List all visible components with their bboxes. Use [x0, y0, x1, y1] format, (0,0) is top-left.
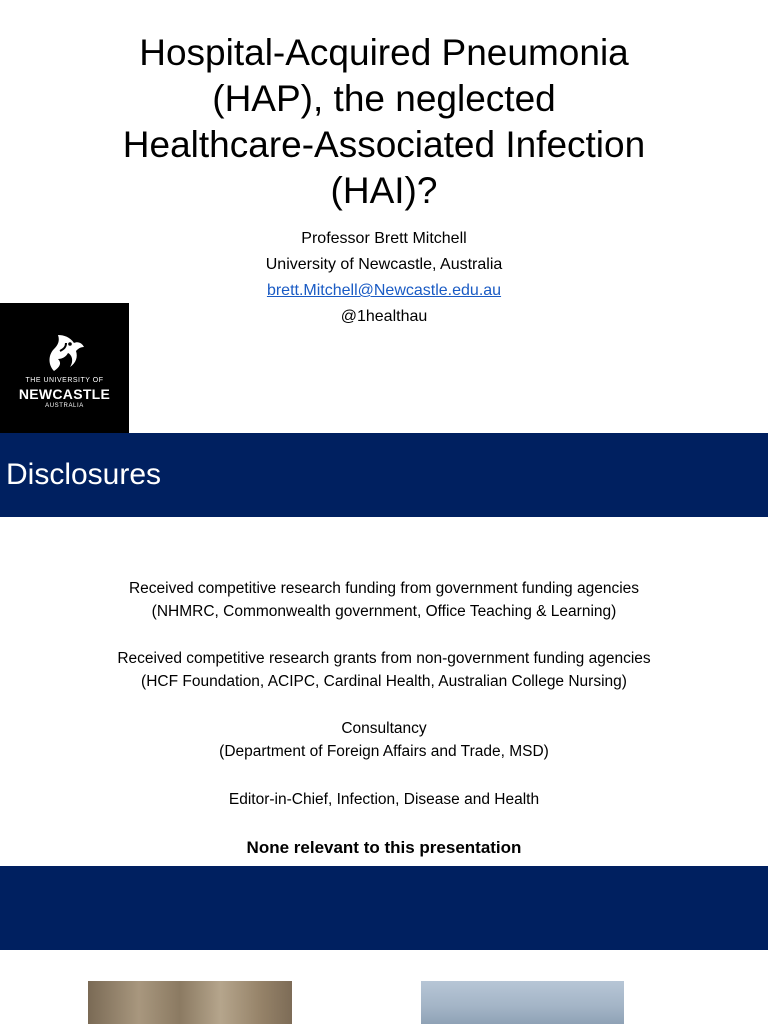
title-line: (HAP), the neglected: [212, 78, 556, 119]
disclosure-item: [0, 647, 768, 693]
logo-line-3: AUSTRALIA: [45, 403, 84, 409]
disclosure-sub: (Department of Foreign Affairs and Trade, MSD): [219, 743, 549, 760]
disclosure-main: Received competitive research funding from government funding agencies: [128, 580, 640, 597]
disclosure-closing: None relevant to this presentation: [246, 838, 522, 857]
seahorse-crest-icon: [40, 327, 88, 375]
title-line: Hospital-Acquired Pneumonia: [139, 32, 629, 73]
logo-line-2: NEWCASTLE: [18, 386, 111, 402]
title-line: (HAI)?: [330, 170, 438, 211]
author-affiliation: University of Newcastle, Australia: [265, 256, 503, 273]
disclosure-item: [0, 788, 768, 811]
title-slide: [0, 0, 768, 433]
disclosure-main: Received competitive research grants from non-government funding agencies: [117, 650, 651, 667]
disclosure-main: Consultancy: [341, 720, 427, 737]
author-name: Professor Brett Mitchell: [301, 230, 467, 247]
author-email-link[interactable]: brett.Mitchell@Newcastle.edu.au: [266, 282, 502, 299]
slide-title: [60, 30, 708, 214]
disclosure-main: Editor-in-Chief, Infection, Disease and Health: [228, 791, 540, 808]
logo-line-1: THE UNIVERSITY OF: [25, 377, 104, 384]
disclosure-item: [0, 577, 768, 623]
slide-photo-left: [88, 981, 292, 1024]
disclosure-sub: (HCF Foundation, ACIPC, Cardinal Health, Australian College Nursing): [141, 673, 627, 690]
university-logo: [0, 303, 129, 433]
disclosure-item: [0, 717, 768, 763]
next-slide-header-band: [0, 866, 768, 950]
disclosures-title: Disclosures: [6, 458, 162, 491]
author-handle: @1healthau: [340, 308, 428, 325]
slide-photo-right: [421, 981, 624, 1024]
title-line: Healthcare-Associated Infection: [122, 124, 646, 165]
disclosures-header-band: [0, 433, 768, 517]
disclosure-sub: (NHMRC, Commonwealth government, Office Teaching & Learning): [151, 603, 617, 620]
